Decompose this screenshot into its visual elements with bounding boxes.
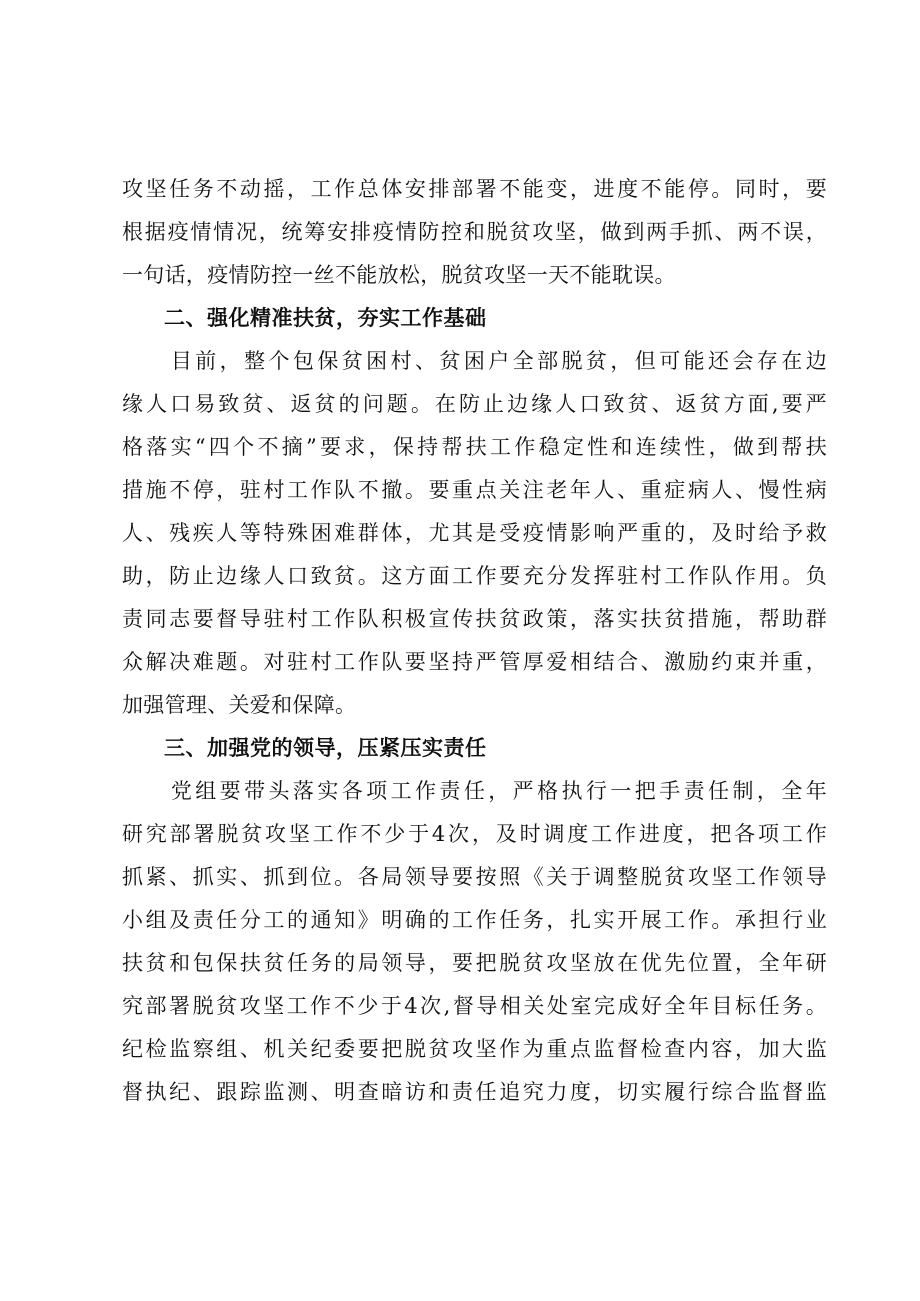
section-2-paragraph — [122, 340, 827, 727]
section-heading-2: 二、强化精准扶贫，夯实工作基础 — [164, 306, 487, 330]
section-3-paragraph — [122, 770, 827, 1114]
paragraph-line: 措施不停，驻村工作队不撤。要重点关注老年人、重症病人、慢性病 — [122, 478, 827, 502]
paragraph-line: 纪检监察组、机关纪委要把脱贫攻坚作为重点监督检查内容，加大监 — [122, 1037, 827, 1061]
paragraph-line: 小组及责任分工的通知》明确的工作任务，扎实开展工作。承担行业 — [122, 908, 827, 932]
section-heading-3: 三、加强党的领导，压紧压实责任 — [164, 736, 487, 760]
paragraph-line: 究部署脱贫攻坚工作不少于4次,督导相关处室完成好全年目标任务。 — [122, 994, 827, 1018]
paragraph-line: 目前，整个包保贫困村、贫困户全部脱贫，但可能还会存在边 — [122, 349, 827, 373]
paragraph-line: 督执纪、跟踪监测、明查暗访和责任追究力度，切实履行综合监督监 — [122, 1080, 827, 1104]
paragraph-line: 助，防止边缘人口致贫。这方面工作要充分发挥驻村工作队作用。负 — [122, 564, 827, 588]
paragraph-line: 根据疫情情况，统筹安排疫情防控和脱贫攻坚，做到两手抓、两不误， — [122, 220, 827, 244]
paragraph-line: 党组要带头落实各项工作责任，严格执行一把手责任制，全年 — [122, 779, 827, 803]
paragraph-line: 众解决难题。对驻村工作队要坚持严管厚爱相结合、激励约束并重， — [122, 650, 827, 674]
paragraph-line: 攻坚任务不动摇，工作总体安排部署不能变，进度不能停。同时，要 — [122, 177, 827, 201]
paragraph-line: 责同志要督导驻村工作队积极宣传扶贫政策，落实扶贫措施，帮助群 — [122, 607, 827, 631]
paragraph-line: 格落实“四个不摘”要求，保持帮扶工作稳定性和连续性，做到帮扶 — [122, 435, 827, 459]
paragraph-line: 人、残疾人等特殊困难群体，尤其是受疫情影响严重的，及时给予救 — [122, 521, 827, 545]
paragraph-line: 扶贫和包保扶贫任务的局领导，要把脱贫攻坚放在优先位置，全年研 — [122, 951, 827, 975]
paragraph-line: 加强管理、关爱和保障。 — [122, 693, 357, 717]
document-body — [122, 168, 827, 1114]
intro-paragraph — [122, 168, 827, 297]
paragraph-line: 缘人口易致贫、返贫的问题。在防止边缘人口致贫、返贫方面,要严 — [122, 392, 827, 416]
paragraph-line: 一句话，疫情防控一丝不能放松，脱贫攻坚一天不能耽误。 — [122, 263, 676, 287]
paragraph-line: 研究部署脱贫攻坚工作不少于4次，及时调度工作进度，把各项工作 — [122, 822, 827, 846]
paragraph-line: 抓紧、抓实、抓到位。各局领导要按照《关于调整脱贫攻坚工作领导 — [122, 865, 827, 889]
